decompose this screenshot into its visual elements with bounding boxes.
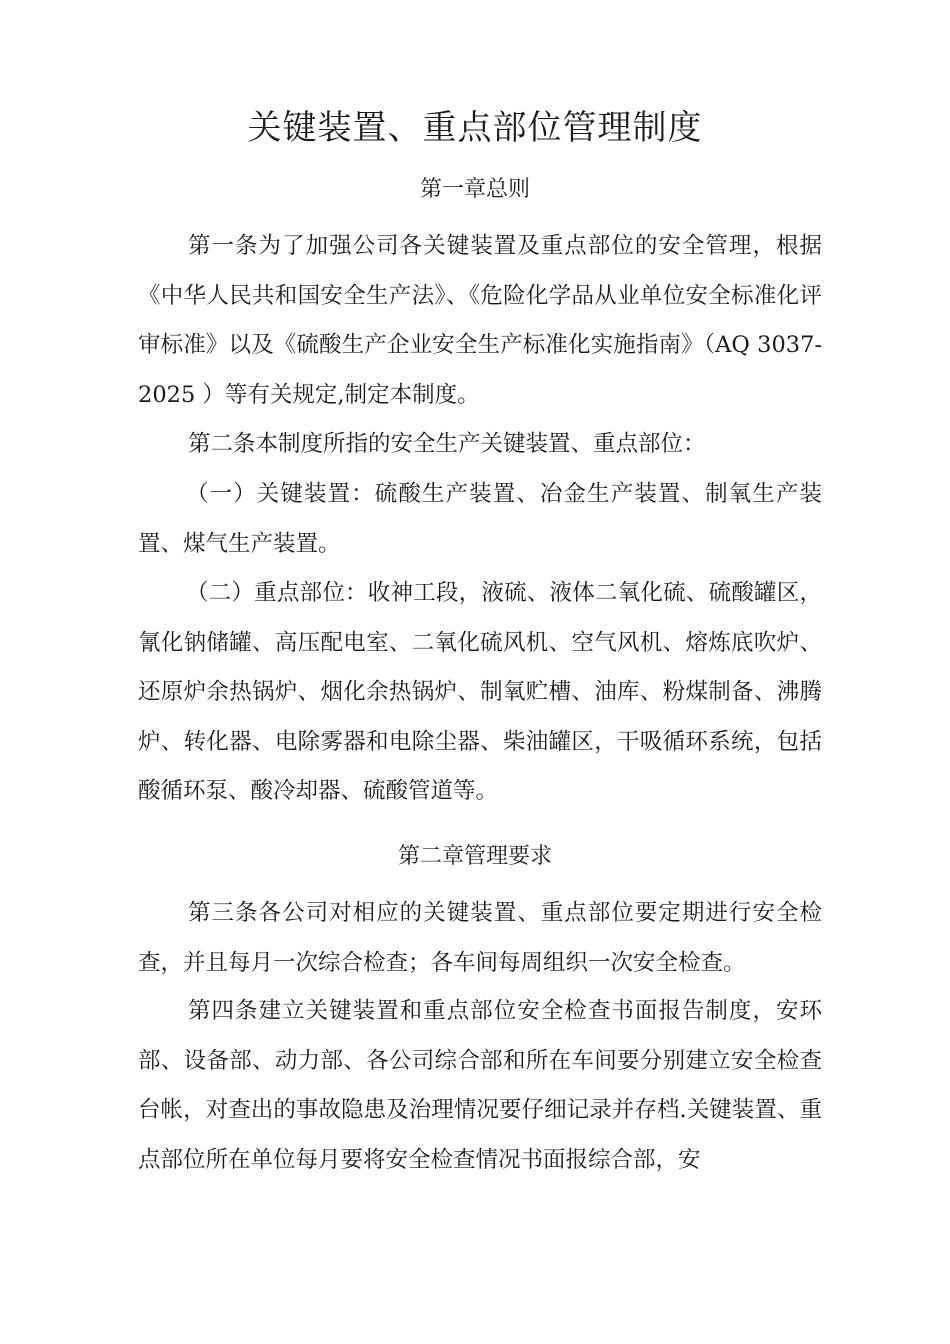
chapter-heading-1: 第一章总则 (419, 177, 530, 202)
article-3: 第三条各公司对相应的关键装置、重点部位要定期进行安全检查，并且每月一次综合检查；各车间每周组织一次安全检查。 (138, 900, 822, 976)
chapter-heading-2: 第二章管理要求 (397, 844, 552, 869)
document-title: 关键装置、重点部位管理制度 (247, 108, 703, 148)
item-key-devices: （一）关键装置：硫酸生产装置、冶金生产装置、制氧生产装置、煤气生产装置。 (138, 481, 822, 557)
article-2: 第二条本制度所指的安全生产关键装置、重点部位： (188, 431, 706, 457)
article-4: 第四条建立关键装置和重点部位安全检查书面报告制度，安环部、设备部、动力部、各公司综合部和所在车间要分别建立安全检查台帐，对查出的事故隐患及治理情况要仔细记录并存档.关键装置、重点部位所在单位每月要将安全检查情况书面报综合部，安 (138, 998, 822, 1173)
item-key-locations: （二）重点部位：收神工段，液硫、液体二氧化硫、硫酸罐区，氰化钠储罐、高压配电室、二氧化硫风机、空气风机、熔炼底吹炉、还原炉余热锅炉、烟化余热锅炉、制氧贮槽、油库、粉煤制备、沸腾炉、转化器、电除雾器和电除尘器、柴油罐区，干吸循环系统，包括酸循环泵、酸冷却器、硫酸管道等。 (138, 580, 822, 804)
article-1: 第一条为了加强公司各关键装置及重点部位的安全管理，根据《中华人民共和国安全生产法》、《危险化学品从业单位安全标准化评审标准》以及《硫酸生产企业安全生产标准化实施指南》（AQ 3037-2025 ）等有关规定,制定本制度。 (138, 233, 822, 408)
